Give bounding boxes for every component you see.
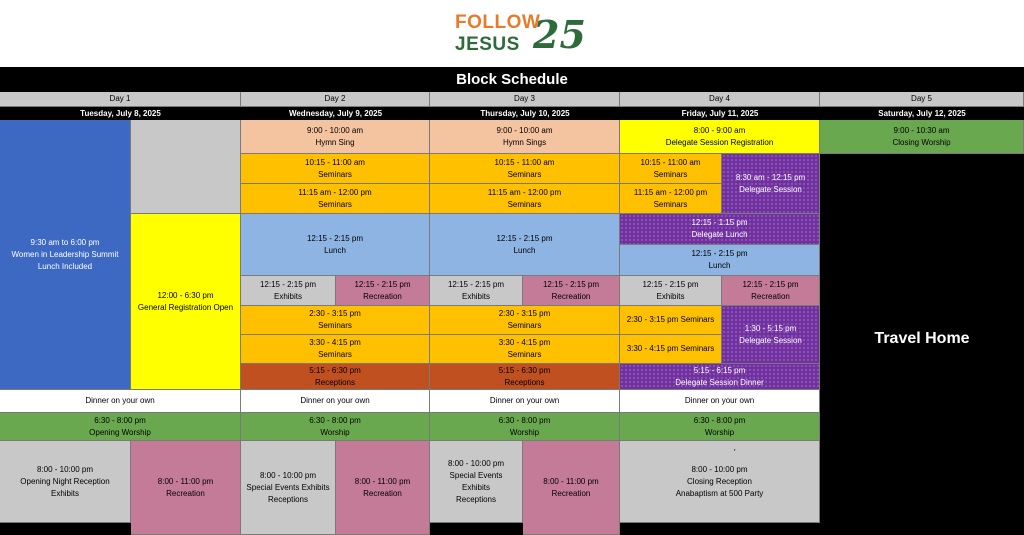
- d4-seminars-2: [620, 184, 722, 214]
- d1-reception-time: 8:00 - 10:00 pm: [36, 464, 94, 474]
- d2-sem1-time: 10:15 - 11:00 am: [305, 157, 365, 167]
- d4-seminars-4: 3:30 - 4:15 pm Seminars: [620, 335, 722, 364]
- d3-recreation-time: 8:00 - 11:00 pm: [543, 476, 599, 486]
- d3-lunch-title: Lunch: [513, 245, 536, 255]
- d2-lunch: [241, 214, 430, 276]
- header-banner: [0, 0, 1024, 67]
- d4-deldinner-title: Delegate Session Dinner: [675, 377, 764, 387]
- d4-delreg-title: Delegate Session Registration: [665, 137, 774, 147]
- day-2-label: Day 2: [241, 92, 430, 107]
- d4-sem1-title: Seminars: [653, 169, 688, 179]
- d4-delegate-session-afternoon: [722, 306, 820, 364]
- d4-closing-reception: [620, 441, 820, 523]
- d4-sem1-time: 10:15 - 11:00 am: [640, 157, 701, 167]
- d3-seminars-1: [430, 154, 620, 184]
- day-4-label: Day 4: [620, 92, 820, 107]
- d4-recreation-midday: [722, 276, 820, 306]
- d1-recreation-title: Recreation: [166, 488, 205, 498]
- d2-exhibits-title: Exhibits: [273, 291, 302, 301]
- d2-sem3-title: Seminars: [318, 321, 352, 330]
- d4-closing-time: 8:00 - 10:00 pm: [691, 464, 748, 474]
- d1-women-leadership-summit: [0, 120, 131, 390]
- d5-travel-home: Travel Home: [874, 330, 970, 347]
- d4-delegate-registration: [620, 120, 820, 154]
- d3-recreation-midday: [523, 276, 620, 306]
- d2-lunch-time: 12:15 - 2:15 pm: [306, 233, 364, 243]
- d3-sem4-title: Seminars: [507, 350, 542, 359]
- d2-lunch-title: Lunch: [324, 245, 346, 255]
- d1-summit-title: Women in Leadership Summit: [11, 249, 119, 259]
- d3-sem2-time: 11:15 am - 12:00 pm: [487, 187, 562, 197]
- d2-worship-title: Worship: [320, 427, 350, 437]
- follow-jesus-logo: [455, 10, 585, 60]
- d1-opening-worship: [0, 413, 241, 441]
- d3-receptions-title: Receptions: [504, 377, 545, 387]
- d3-evening-time: 8:00 - 10:00 pm: [447, 458, 505, 468]
- d3-hymn-title: Hymn Sings: [502, 137, 547, 147]
- d4-worship-time: 6:30 - 8:00 pm: [693, 415, 746, 425]
- d4-lunch: [620, 245, 820, 276]
- d4-rec-time: 12:15 - 2:15 pm: [742, 279, 799, 289]
- d1-reg-title: General Registration Open: [137, 302, 234, 312]
- d1-recreation: [131, 441, 241, 535]
- d4-deldinner-time: 5:15 - 6:15 pm: [693, 365, 746, 375]
- d4-dellunch-title: Delegate Lunch: [691, 230, 748, 239]
- d3-sem2-title: Seminars: [507, 199, 542, 209]
- d1-general-registration: [131, 214, 241, 390]
- d3-worship-title: Worship: [509, 427, 540, 437]
- d1-worship-title: Opening Worship: [89, 427, 151, 437]
- d3-exhibits-title: Exhibits: [461, 291, 490, 301]
- d2-hymn-sing: [241, 120, 430, 154]
- d5-worship-title: Closing Worship: [892, 137, 951, 147]
- d5-worship-time: 9:00 - 10:30 am: [893, 125, 950, 135]
- d2-hymn-title: Hymn Sing: [315, 137, 355, 147]
- d4-worship: [620, 413, 820, 441]
- d1-empty-slot: [131, 120, 241, 214]
- day-1-label: Day 1: [0, 92, 241, 107]
- d1-recreation-time: 8:00 - 11:00 pm: [157, 476, 214, 486]
- d2-exhibits: [241, 276, 336, 306]
- d2-seminars-1: [241, 154, 430, 184]
- d3-evening-events: [430, 441, 523, 523]
- d3-worship-time: 6:30 - 8:00 pm: [498, 415, 551, 425]
- d3-sem3-title: Seminars: [507, 321, 542, 330]
- day-2-date: Wednesday, July 9, 2025: [241, 107, 430, 120]
- d3-receptions-time: 5:15 - 6:30 pm: [498, 365, 551, 375]
- day-4-date: Friday, July 11, 2025: [620, 107, 820, 120]
- d3-lunch-time: 12:15 - 2:15 pm: [496, 233, 553, 243]
- d4-delreg-time: 8:00 - 9:00 am: [693, 125, 746, 135]
- d2-evening-time: 8:00 - 10:00 pm: [259, 470, 317, 480]
- d3-recreation-evening: [523, 441, 620, 535]
- d2-receptions-title: Receptions: [314, 377, 356, 387]
- d4-sem2-time: 11:15 am - 12:00 pm: [633, 187, 708, 197]
- d2-seminars-4: [241, 335, 430, 364]
- d3-seminars-2: [430, 184, 620, 214]
- d4-exhibits-title: Exhibits: [656, 291, 685, 301]
- d4-exhibits-time: 12:15 - 2:15 pm: [642, 279, 699, 289]
- d4-worship-title: Worship: [704, 427, 735, 437]
- d2-sem4-title: Seminars: [318, 350, 352, 359]
- day-5-label: Day 5: [820, 92, 1024, 107]
- d4-exhibits: [620, 276, 722, 306]
- d3-evening-exhibits: Exhibits: [461, 482, 490, 492]
- d1-opening-reception: [0, 441, 131, 523]
- d2-seminars-2: [241, 184, 430, 214]
- d3-evening-title: Special Events: [449, 470, 503, 480]
- d4-stray-mark: ': [734, 448, 736, 457]
- d2-recreation-title: Recreation: [363, 488, 402, 498]
- d2-recreation-evening: [336, 441, 430, 535]
- d2-evening-events: [241, 441, 336, 535]
- d4-lunch-title: Lunch: [708, 261, 731, 270]
- d1-reception-exhibits: Exhibits: [50, 488, 79, 498]
- d3-sem1-title: Seminars: [507, 169, 542, 179]
- d4-seminars-3: 2:30 - 3:15 pm Seminars: [620, 306, 722, 335]
- logo-jesus-text: JESUS: [455, 34, 520, 55]
- d4-closing-title: Closing Reception: [687, 476, 752, 486]
- d2-exhibits-time: 12:15 - 2:15 pm: [259, 279, 317, 289]
- d4-dinner: Dinner on your own: [620, 390, 820, 413]
- d1-reception-title: Opening Night Reception: [20, 476, 110, 486]
- d3-hymn-sings: [430, 120, 620, 154]
- d3-dinner: Dinner on your own: [430, 390, 620, 413]
- day-3-label: Day 3: [430, 92, 620, 107]
- d2-evening-title: Special Events Exhibits: [246, 482, 330, 492]
- d2-hymn-time: 9:00 - 10:00 am: [306, 125, 364, 135]
- d3-exhibits-time: 12:15 - 2:15 pm: [447, 279, 505, 289]
- d3-sem3-time: 2:30 - 3:15 pm: [498, 309, 551, 318]
- d2-sem2-time: 11:15 am - 12:00 pm: [298, 187, 372, 197]
- d1-dinner: Dinner on your own: [0, 390, 241, 413]
- d2-recreation-midday: [336, 276, 430, 306]
- d2-sem4-time: 3:30 - 4:15 pm: [309, 338, 361, 347]
- d4-delsess2-time: 1:30 - 5:15 pm: [744, 323, 797, 333]
- d3-lunch: [430, 214, 620, 276]
- d2-dinner: Dinner on your own: [241, 390, 430, 413]
- d3-exhibits: [430, 276, 523, 306]
- d3-rec-time: 12:15 - 2:15 pm: [542, 279, 600, 289]
- d4-delegate-lunch: [620, 214, 820, 245]
- d4-closing-party: Anabaptism at 500 Party: [675, 488, 764, 498]
- d1-summit-time: 9:30 am to 6:00 pm: [30, 237, 100, 247]
- d3-sem1-time: 10:15 - 11:00 am: [494, 157, 555, 167]
- d4-dellunch-time: 12:15 - 1:15 pm: [691, 218, 748, 227]
- d4-seminars-1: [620, 154, 722, 184]
- d4-lunch-time: 12:15 - 2:15 pm: [691, 249, 748, 258]
- d4-rec-title: Recreation: [751, 291, 790, 301]
- d1-worship-time: 6:30 - 8:00 pm: [94, 415, 146, 425]
- d2-receptions-time: 5:15 - 6:30 pm: [309, 365, 361, 375]
- d4-delegate-session-morning: [722, 154, 820, 214]
- page-title: Block Schedule: [0, 67, 1024, 92]
- day-3-date: Thursday, July 10, 2025: [430, 107, 620, 120]
- d1-reg-time: 12:00 - 6:30 pm: [157, 290, 214, 300]
- d2-rec-title: Recreation: [363, 291, 402, 301]
- d2-receptions: [241, 364, 430, 390]
- d2-sem2-title: Seminars: [318, 199, 352, 209]
- d4-sem2-title: Seminars: [653, 199, 688, 209]
- logo-follow-text: FOLLOW: [455, 12, 541, 33]
- day-1-date: Tuesday, July 8, 2025: [0, 107, 241, 120]
- d3-worship: [430, 413, 620, 441]
- d2-seminars-3: [241, 306, 430, 335]
- d4-delegate-dinner: [620, 364, 820, 390]
- d2-recreation-time: 8:00 - 11:00 pm: [354, 476, 411, 486]
- d3-rec-title: Recreation: [551, 291, 591, 301]
- d4-delsess1-title: Delegate Session: [739, 184, 802, 194]
- d5-closing-worship: [820, 120, 1024, 154]
- d4-delsess2-title: Delegate Session: [739, 335, 802, 345]
- d2-worship-time: 6:30 - 8:00 pm: [309, 415, 361, 425]
- d3-hymn-time: 9:00 - 10:00 am: [496, 125, 553, 135]
- d2-sem3-time: 2:30 - 3:15 pm: [309, 309, 361, 318]
- d3-evening-receptions: Receptions: [455, 494, 497, 504]
- d2-evening-receptions: Receptions: [267, 494, 309, 504]
- day-5-date: Saturday, July 12, 2025: [820, 107, 1024, 120]
- d3-seminars-3: [430, 306, 620, 335]
- d3-recreation-title: Recreation: [551, 488, 591, 498]
- d1-summit-note: Lunch Included: [37, 261, 93, 271]
- d3-sem4-time: 3:30 - 4:15 pm: [498, 338, 551, 347]
- d2-sem1-title: Seminars: [318, 169, 352, 179]
- d3-receptions: [430, 364, 620, 390]
- d3-seminars-4: [430, 335, 620, 364]
- d4-delsess1-time: 8:30 am - 12:15 pm: [735, 172, 806, 182]
- d2-worship: [241, 413, 430, 441]
- logo-number: 25: [533, 12, 586, 57]
- d2-rec-time: 12:15 - 2:15 pm: [354, 279, 411, 289]
